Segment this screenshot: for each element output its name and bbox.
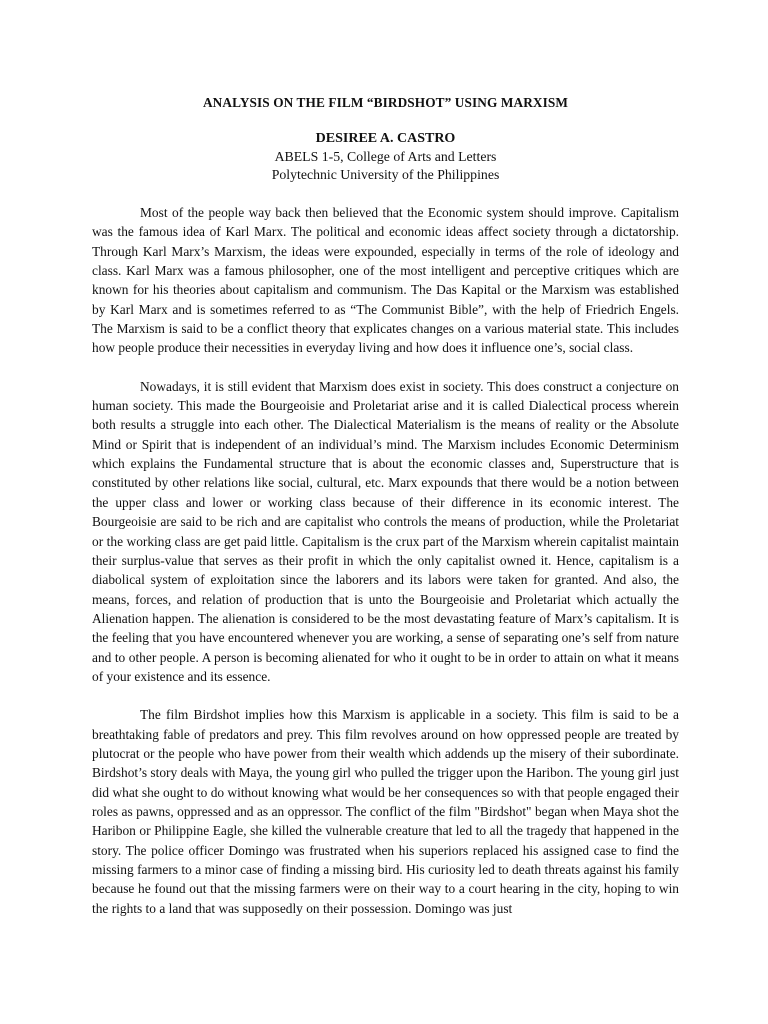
author-name: DESIREE A. CASTRO [315, 131, 456, 146]
paragraph-1: Most of the people way back then believed that the Economic system should improve. Capitalism was the famous idea of Karl Marx. The political and economic ideas affect society through a dictatorship. Through Karl Marx’s Marxism, the ideas were expounded, especially in terms of the role of ideology and class. Karl Marx was a famous philosopher, one of the most intelligent and perceptive critiques which are known for his theories about capitalism and communism. The Das Kapital or the Marxism was established by Karl Marx and is sometimes referred to as “The Communist Bible”, with the help of Friedrich Engels. The Marxism is said to be a conflict theory that explicates changes on a various material state. This includes how people produce their necessities in everyday living and how does it influence one’s, social class. [92, 205, 679, 356]
paragraph-3: The film Birdshot implies how this Marxism is applicable in a society. This film is said to be a breathtaking fable of predators and prey. This film revolves around on how oppressed people are treated by plutocrat or the people who have power from their wealth which addends up the misery of their subordinate. Birdshot’s story deals with Maya, the young girl who pulled the trigger upon the Haribon. The young girl just did what she ought to do without knowing what would be her consequences so with that people engaged their roles as pawns, oppressed and as an oppressor. The conflict of the film "Birdshot" began when Maya shot the Haribon or Philippine Eagle, she killed the vulnerable creature that led to all the tragedy that happened in the story. The police officer Domingo was frustrated when his superiors replaced his assigned case to find the missing farmers to a minor case of finding a missing bird. His curiosity led to death threats against his family because he found out that the missing farmers were on their way to a court hearing in the city, hoping to win the rights to a land that was supposedly on their possession. Domingo was just [92, 707, 679, 916]
affiliation-line-1: ABELS 1-5, College of Arts and Letters [274, 149, 497, 164]
affiliation-line-2: Polytechnic University of the Philippines [271, 167, 500, 182]
document-body [92, 203, 679, 918]
document-page [92, 94, 679, 937]
document-title: ANALYSIS ON THE FILM “BIRDSHOT” USING MARXISM [202, 95, 569, 110]
paragraph-2: Nowadays, it is still evident that Marxism does exist in society. This does construct a conjecture on human society. This made the Bourgeoisie and Proletariat arise and it is called Dialectical process wherein both results a struggle into each other. The Dialectical Materialism is the means of reality or the Absolute Mind or Spirit that is independent of an individual’s mind. The Marxism includes Economic Determinism which explains the Fundamental structure that is about the economic classes and, Superstructure that is constituted by other relations like social, cultural, etc. Marx expounds that there would be a notion between the upper class and lower or working class because of their difference in its economic interest. The Bourgeoisie are said to be rich and are capitalist who controls the means of production, while the Proletariat or the working class are get paid little. Capitalism is the crux part of the Marxism wherein capitalist maintain their surplus-value that serves as their profit in which the only capitalist owned it. Hence, capitalism is a diabolical system of exploitation since the laborers and its labors were taken for granted. And also, the means, forces, and relation of production that is unto the Bourgeoisie and Proletariat which actually the Alienation happen. The alienation is considered to be the most devastating feature of Marx’s capitalism. It is the feeling that you have encountered whenever you are working, a sense of separating one’s self from nature and to other people. A person is becoming alienated for who it ought to be in order to attain on what it means of your existence and its essence. [92, 378, 679, 684]
